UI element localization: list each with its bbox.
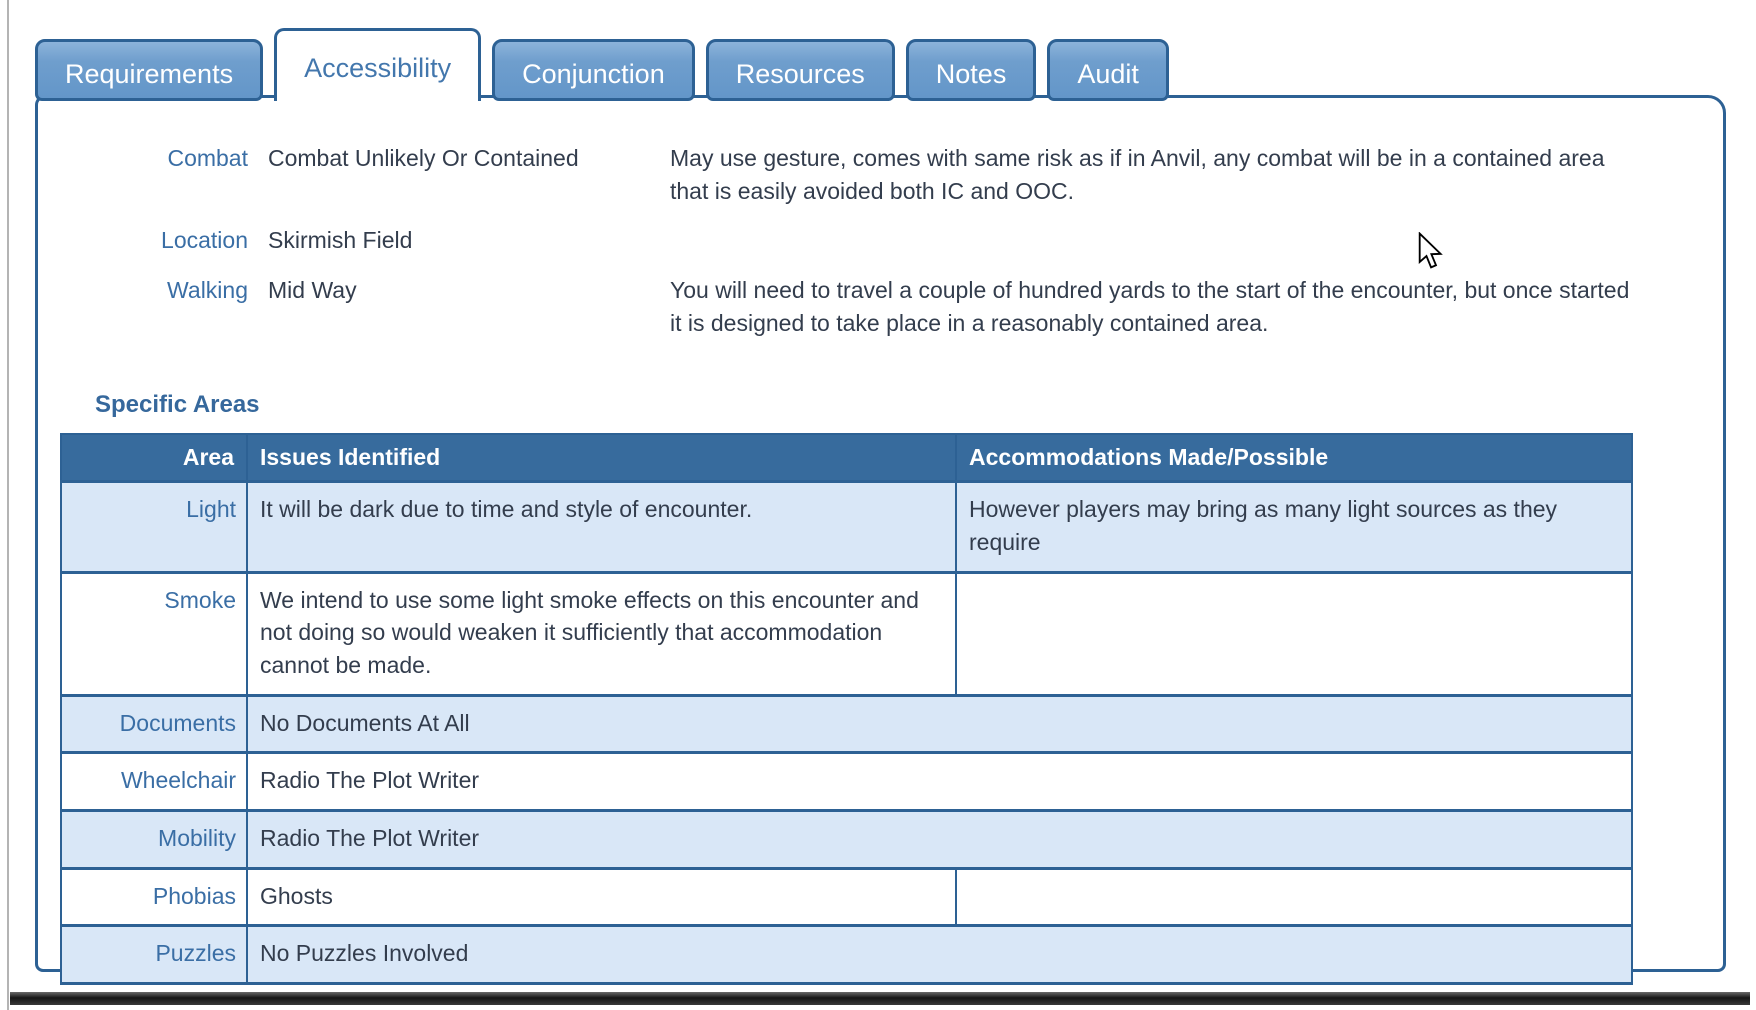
column-header-area: Area — [61, 434, 247, 482]
column-header-issues: Issues Identified — [247, 434, 956, 482]
specific-areas-table — [60, 433, 1633, 985]
accessibility-fields — [100, 142, 1723, 339]
accommodations-cell — [956, 868, 1632, 926]
tab-label: Conjunction — [522, 58, 665, 89]
field-label-location: Location — [161, 227, 248, 254]
field-description-combat: May use gesture, comes with same risk as if in Anvil, any combat will be in a contained area that is easily avoided both IC and OOC. — [670, 145, 1605, 204]
issues-cell: It will be dark due to time and style of encounter. — [247, 482, 956, 572]
field-value-location: Skirmish Field — [268, 227, 413, 254]
tab-label: Accessibility — [304, 52, 452, 83]
accommodations-cell — [956, 572, 1632, 695]
field-value-walking: Mid Way — [268, 276, 357, 303]
table-row-puzzles — [61, 926, 1632, 984]
table-row-documents — [61, 695, 1632, 753]
table-body — [61, 482, 1632, 984]
area-cell: Wheelchair — [61, 753, 247, 811]
tab-label: Audit — [1077, 58, 1139, 89]
table-header-row — [61, 434, 1632, 482]
field-label-walking: Walking — [167, 276, 248, 303]
table-row-phobias — [61, 868, 1632, 926]
area-cell: Puzzles — [61, 926, 247, 984]
issues-cell: No Documents At All — [247, 695, 1632, 753]
table-row-smoke — [61, 572, 1632, 695]
field-label-combat: Combat — [167, 145, 248, 171]
tab-label: Requirements — [65, 58, 234, 89]
bottom-separator-bar — [10, 992, 1750, 1005]
issues-cell: Radio The Plot Writer — [247, 753, 1632, 811]
mouse-cursor-icon — [1416, 232, 1448, 272]
area-cell: Light — [61, 482, 247, 572]
field-value-combat: Combat Unlikely Or Contained — [268, 145, 579, 171]
tab-notes[interactable] — [906, 39, 1037, 101]
table-row-mobility — [61, 810, 1632, 868]
field-description-walking: You will need to travel a couple of hundred yards to the start of the encounter, but once started it is designed to take place in a reasonably contained area. — [670, 276, 1630, 336]
area-cell: Documents — [61, 695, 247, 753]
tab-audit[interactable] — [1047, 39, 1169, 101]
specific-areas-heading: Specific Areas — [95, 391, 260, 419]
tab-accessibility[interactable] — [274, 28, 481, 101]
area-cell: Mobility — [61, 810, 247, 868]
accessibility-panel — [35, 95, 1726, 972]
accommodations-cell: However players may bring as many light sources as they require — [956, 482, 1632, 572]
column-header-accommodations: Accommodations Made/Possible — [956, 434, 1632, 482]
field-description-location — [670, 224, 1635, 257]
issues-cell: Ghosts — [247, 868, 956, 926]
tab-bar — [35, 28, 1169, 101]
issues-cell: We intend to use some light smoke effects on this encounter and not doing so would weaken it sufficiently that accommodation cannot be made. — [247, 572, 956, 695]
window-left-edge-line — [7, 0, 9, 1010]
table-row-light — [61, 482, 1632, 572]
table-row-wheelchair — [61, 753, 1632, 811]
issues-cell: No Puzzles Involved — [247, 926, 1632, 984]
tab-conjunction[interactable] — [492, 39, 695, 101]
tab-requirements[interactable] — [35, 39, 263, 101]
area-cell: Phobias — [61, 868, 247, 926]
tab-label: Resources — [735, 58, 865, 89]
tab-label: Notes — [935, 58, 1007, 89]
area-cell: Smoke — [61, 572, 247, 695]
tab-resources[interactable] — [706, 39, 895, 101]
issues-cell: Radio The Plot Writer — [247, 810, 1632, 868]
